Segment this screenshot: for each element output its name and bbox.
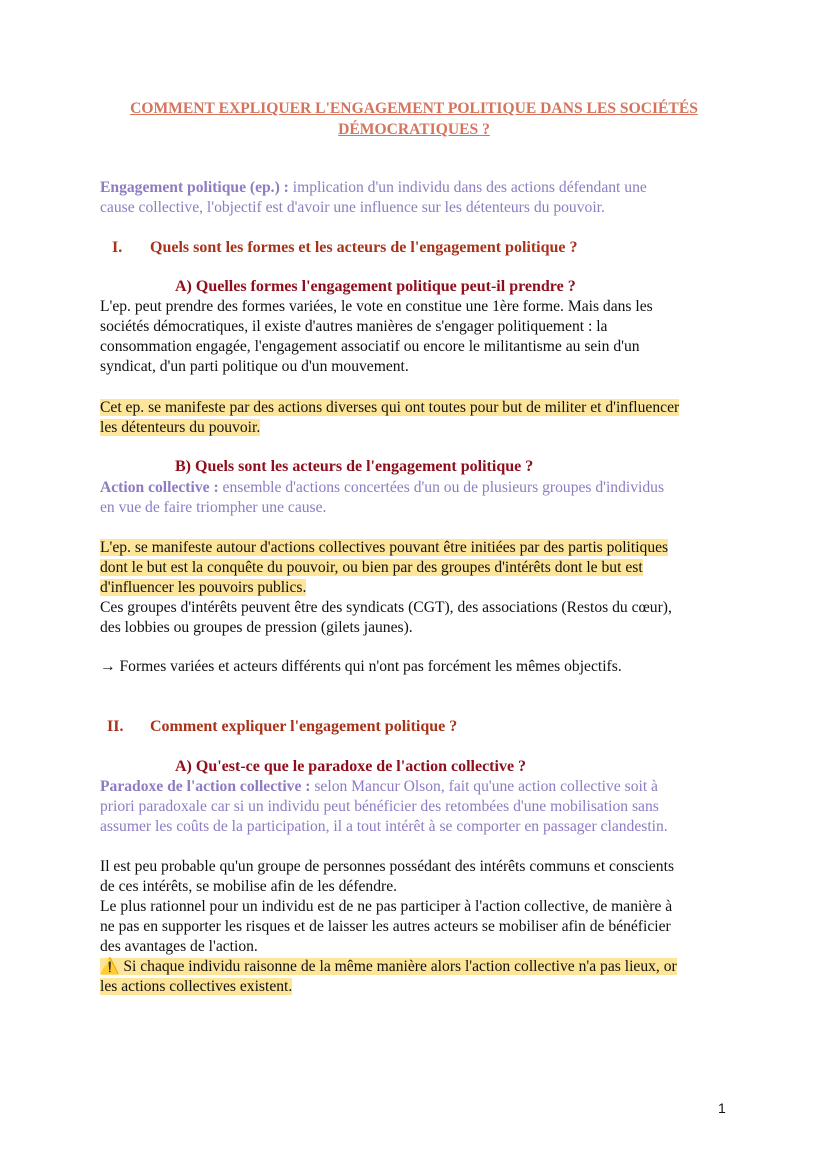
definition-paradoxe [100, 777, 740, 837]
text-line: des lobbies ou groupes de pression (gilets jaunes). [100, 619, 413, 636]
highlight-2a [100, 957, 740, 997]
text-line: Ces groupes d'intérêts peuvent être des syndicats (CGT), des associations (Restos du cœur), [100, 599, 672, 616]
definition-text: priori paradoxale car si un individu peut bénéficier des retombées d'une mobilisation sans [100, 798, 659, 815]
conclusion-1: → Formes variées et acteurs différents qui n'ont pas forcément les mêmes objectifs. [100, 658, 622, 675]
definition-text: selon Mancur Olson, fait qu'une action collective soit à [310, 778, 658, 795]
definition-term: Engagement politique (ep.) : [100, 179, 289, 196]
highlight-1a [100, 398, 740, 438]
paragraph-1b [100, 598, 740, 638]
highlighted-text: les actions collectives existent. [100, 978, 293, 995]
definition-engagement-politique [100, 178, 740, 218]
text-line: de ces intérêts, se mobilise afin de les défendre. [100, 878, 398, 895]
paragraph-2a [100, 857, 740, 957]
subsection-heading-1b: B) Quels sont les acteurs de l'engagement politique ? [175, 458, 534, 475]
document-title [0, 98, 828, 140]
section-heading-1 [112, 238, 752, 258]
warning-icon: ⚠️ [100, 958, 120, 975]
definition-text: cause collective, l'objectif est d'avoir une influence sur les détenteurs du pouvoir. [100, 199, 605, 216]
section-number: I. [112, 239, 123, 256]
definition-text: implication d'un individu dans des actions défendant une [288, 179, 647, 196]
title-line: DÉMOCRATIQUES ? [338, 121, 490, 138]
text-line: des avantages de l'action. [100, 938, 258, 955]
highlighted-text: L'ep. se manifeste autour d'actions collectives pouvant être initiées par des partis politiques [100, 539, 669, 556]
paragraph-1a [100, 297, 740, 377]
subsection-heading-2a: A) Qu'est-ce que le paradoxe de l'action collective ? [175, 758, 527, 775]
title-line: COMMENT EXPLIQUER L'ENGAGEMENT POLITIQUE DANS LES SOCIÉTÉS [130, 100, 698, 117]
definition-text: ensemble d'actions concertées d'un ou de plusieurs groupes d'individus [218, 479, 665, 496]
highlighted-text: les détenteurs du pouvoir. [100, 419, 261, 436]
text-line: L'ep. peut prendre des formes variées, le vote en constitue une 1ère forme. Mais dans les [100, 298, 653, 315]
text-line: ne pas en supporter les risques et de laisser les autres acteurs se mobiliser afin de bénéficier [100, 918, 671, 935]
definition-action-collective [100, 478, 740, 518]
highlight-1b [100, 538, 740, 598]
text-line: Le plus rationnel pour un individu est de ne pas participer à l'action collective, de manière à [100, 898, 673, 915]
highlighted-text: d'influencer les pouvoirs publics. [100, 579, 307, 596]
section-number: II. [107, 718, 124, 735]
section-title: Quels sont les formes et les acteurs de l'engagement politique ? [150, 239, 578, 256]
highlighted-text: Cet ep. se manifeste par des actions diverses qui ont toutes pour but de militer et d'influencer [100, 399, 680, 416]
text-line: Il est peu probable qu'un groupe de personnes possédant des intérêts communs et conscients [100, 858, 675, 875]
definition-term: Action collective : [100, 479, 219, 496]
text-line: syndicat, d'un parti politique ou d'un mouvement. [100, 358, 409, 375]
subsection-heading-1a: A) Quelles formes l'engagement politique peut-il prendre ? [175, 278, 576, 295]
section-title: Comment expliquer l'engagement politique ? [150, 718, 458, 735]
highlighted-text: Si chaque individu raisonne de la même manière alors l'action collective n'a pas lieux, or [119, 958, 677, 975]
page-number: 1 [718, 1100, 726, 1116]
text-line: sociétés démocratiques, il existe d'autres manières de s'engager politiquement : la [100, 318, 608, 335]
definition-text: en vue de faire triompher une cause. [100, 499, 327, 516]
text-line: consommation engagée, l'engagement associatif ou encore le militantisme au sein d'un [100, 338, 640, 355]
highlighted-text: dont le but est la conquête du pouvoir, ou bien par des groupes d'intérêts dont le but est [100, 559, 643, 576]
definition-text: assumer les coûts de la participation, il a tout intérêt à se comporter en passager clandestin. [100, 818, 668, 835]
definition-term: Paradoxe de l'action collective : [100, 778, 311, 795]
section-heading-2 [107, 717, 747, 737]
